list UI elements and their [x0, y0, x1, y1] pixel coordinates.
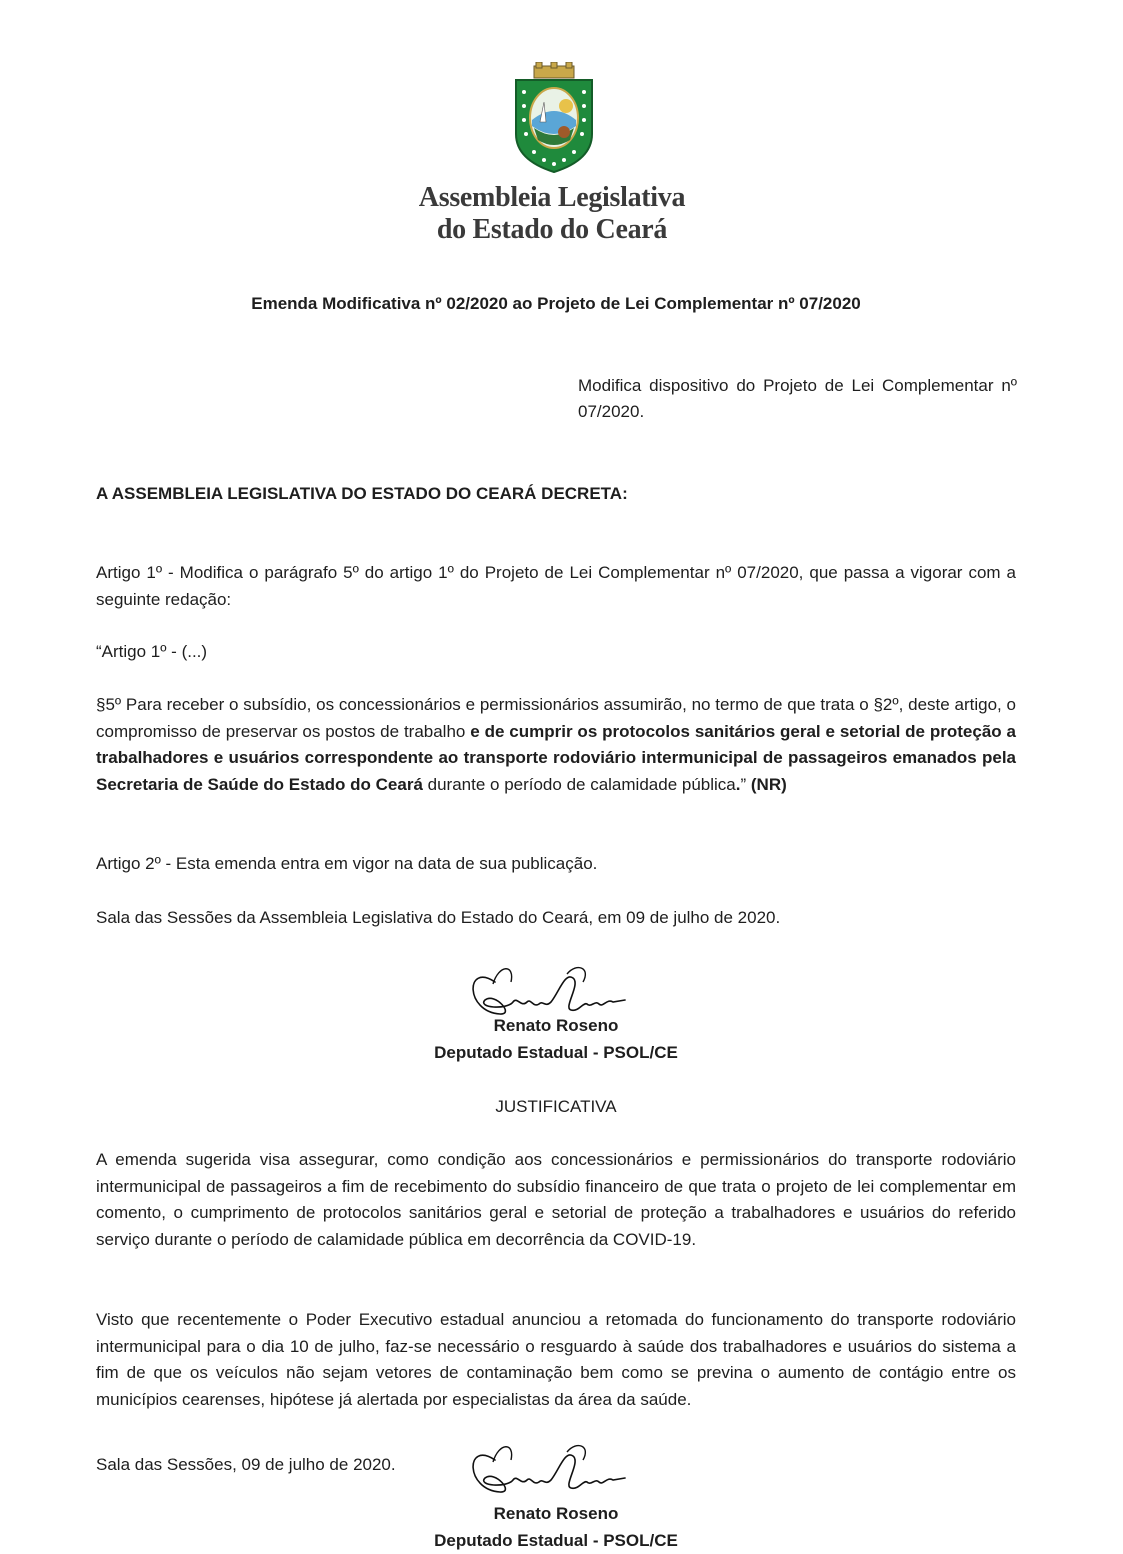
paragrafo-5-nr: (NR) — [750, 774, 787, 794]
artigo-2: Artigo 2º - Esta emenda entra em vigor na data de sua publicação. — [96, 854, 598, 873]
ementa: Modifica dispositivo do Projeto de Lei Complementar nº 07/2020. — [578, 376, 1017, 421]
org-name-line1: Assembleia Legislativa — [418, 182, 686, 213]
artigo-1-caput: “Artigo 1º - (...) — [96, 642, 208, 661]
paragrafo-5-quote: ” — [740, 774, 747, 794]
coat-of-arms-icon — [510, 62, 598, 174]
sala-das-sessoes-date: Sala das Sessões da Assembleia Legislativa do Estado do Ceará, em 09 de julho de 2020. — [96, 908, 781, 927]
signatory-role-2: Deputado Estadual - PSOL/CE — [434, 1531, 678, 1550]
justificativa-paragraph-1: A emenda sugerida visa assegurar, como condição aos concessionários e permissionários do transporte rodoviário intermunicipal de passageiros a fim de recebimento do subsídio financeiro de que trata o projeto de lei complementar em comento, o cumprimento de protocolos sanitários geral e setorial de proteção a trabalhadores e usuários do referido serviço durante o período de calamidade pública em decorrência da COVID-19. — [96, 1150, 1016, 1249]
paragrafo-5-text-end: durante o período de calamidade pública — [422, 774, 736, 794]
paragrafo-5-period: . — [735, 774, 741, 794]
paragrafo-5-text: §5º Para receber o subsídio, os concessionários e permissionários assumirão, no termo de que trata o §2º, deste artigo, o compromisso de preservar os postos de trabalho — [96, 695, 1016, 741]
sala-das-sessoes-date-2: Sala das Sessões, 09 de julho de 2020. — [96, 1455, 396, 1474]
decreta-heading: A ASSEMBLEIA LEGISLATIVA DO ESTADO DO CEARÁ DECRETA: — [96, 484, 628, 503]
artigo-1: Artigo 1º - Modifica o parágrafo 5º do artigo 1º do Projeto de Lei Complementar nº 07/2020, que passa a vigorar com a seguinte redação: — [96, 563, 1016, 609]
signatory-name-2: Renato Roseno — [493, 1504, 619, 1523]
paragrafo-5-bold: e de cumprir os protocolos sanitários geral e setorial de proteção a trabalhadores e usuários correspondente ao transporte rodoviário intermunicipal de passageiros emanados pela Secretaria de Saúde do Estado do Ceará — [96, 721, 1016, 794]
signatory-name: Renato Roseno — [493, 1016, 619, 1035]
signatory-role: Deputado Estadual - PSOL/CE — [434, 1043, 678, 1062]
paragrafo-5 — [96, 692, 1016, 798]
justificativa-paragraph-2: Visto que recentemente o Poder Executivo estadual anunciou a retomada do funcionamento do transporte rodoviário intermunicipal para o dia 10 de julho, faz-se necessário o resguardo à saúde dos trabalhadores e usuários do sistema a fim de que os veículos não sejam vetores de contaminação bem como se previna o aumento de contágio entre os municípios cearenses, hipótese já alertada por especialistas da área da saúde. — [96, 1310, 1016, 1409]
org-name-line2: do Estado do Ceará — [436, 214, 668, 245]
document-title: Emenda Modificativa nº 02/2020 ao Projeto de Lei Complementar nº 07/2020 — [251, 294, 861, 313]
justificativa-heading: JUSTIFICATIVA — [495, 1097, 617, 1116]
handwritten-signature-icon — [455, 1430, 635, 1510]
